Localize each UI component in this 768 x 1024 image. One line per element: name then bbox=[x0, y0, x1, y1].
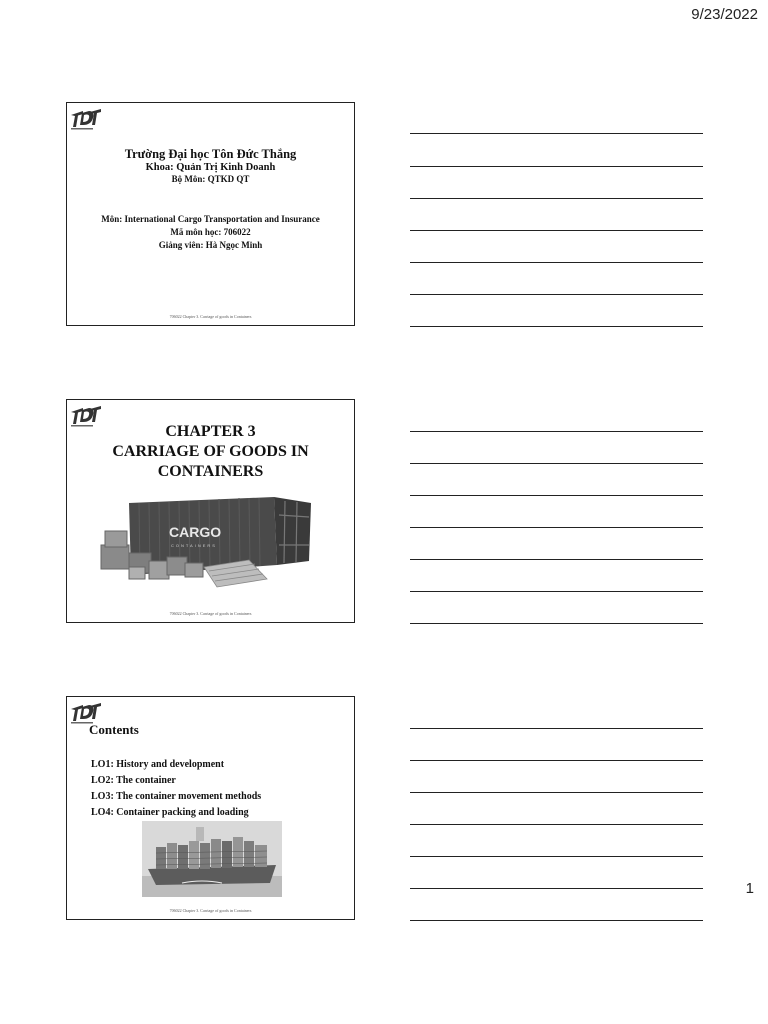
slide-footer: 706022 Chapter 3. Carriage of goods in Containers bbox=[169, 314, 252, 319]
note-line bbox=[410, 920, 703, 921]
note-line bbox=[410, 495, 703, 496]
note-line bbox=[410, 559, 703, 560]
note-line bbox=[410, 262, 703, 263]
department-name: Bộ Môn: QTKD QT bbox=[171, 174, 250, 184]
slide-footer: 706022 Chapter 3. Carriage of goods in Containers bbox=[169, 611, 252, 616]
note-line bbox=[410, 623, 703, 624]
note-line bbox=[410, 326, 703, 327]
learning-objectives-list bbox=[91, 757, 261, 821]
slide-footer: 706022 Chapter 3. Carriage of goods in Containers bbox=[169, 908, 252, 913]
note-line bbox=[410, 294, 703, 295]
list-item: LO4: Container packing and loading bbox=[91, 807, 249, 818]
lecturer-name: Giảng viên: Hà Ngọc Minh bbox=[158, 240, 263, 250]
slide-chapter-title bbox=[66, 399, 355, 623]
note-line bbox=[410, 888, 703, 889]
print-date: 9/23/2022 bbox=[691, 6, 758, 23]
note-line bbox=[410, 527, 703, 528]
note-line bbox=[410, 463, 703, 464]
list-item: LO2: The container bbox=[91, 775, 176, 786]
contents-title: Contents bbox=[89, 722, 139, 737]
slide-title-info bbox=[66, 102, 355, 326]
tdt-logo-icon bbox=[69, 105, 103, 131]
course-code: Mã môn học: 706022 bbox=[170, 227, 251, 237]
university-name: Trường Đại học Tôn Đức Thắng bbox=[124, 147, 297, 161]
note-line bbox=[410, 133, 703, 134]
container-label: CARGO bbox=[169, 524, 222, 540]
course-name: Môn: International Cargo Transportation and Insurance bbox=[101, 214, 320, 224]
note-line bbox=[410, 431, 703, 432]
course-info bbox=[67, 213, 354, 252]
note-line bbox=[410, 166, 703, 167]
note-line bbox=[410, 824, 703, 825]
page-number: 1 bbox=[745, 880, 754, 897]
slide-contents bbox=[66, 696, 355, 920]
container-ship-image bbox=[142, 821, 282, 897]
note-line bbox=[410, 591, 703, 592]
cargo-container-image bbox=[99, 495, 314, 590]
note-line bbox=[410, 760, 703, 761]
faculty-name: Khoa: Quản Trị Kinh Doanh bbox=[145, 162, 276, 173]
note-line bbox=[410, 728, 703, 729]
container-sublabel: CONTAINERS bbox=[171, 543, 217, 548]
note-line bbox=[410, 230, 703, 231]
note-line bbox=[410, 792, 703, 793]
note-line bbox=[410, 856, 703, 857]
note-line bbox=[410, 198, 703, 199]
list-item: LO1: History and development bbox=[91, 759, 225, 770]
list-item: LO3: The container movement methods bbox=[91, 791, 262, 802]
chapter-title: CHAPTER 3 CARRIAGE OF GOODS IN CONTAINERS bbox=[112, 423, 309, 480]
